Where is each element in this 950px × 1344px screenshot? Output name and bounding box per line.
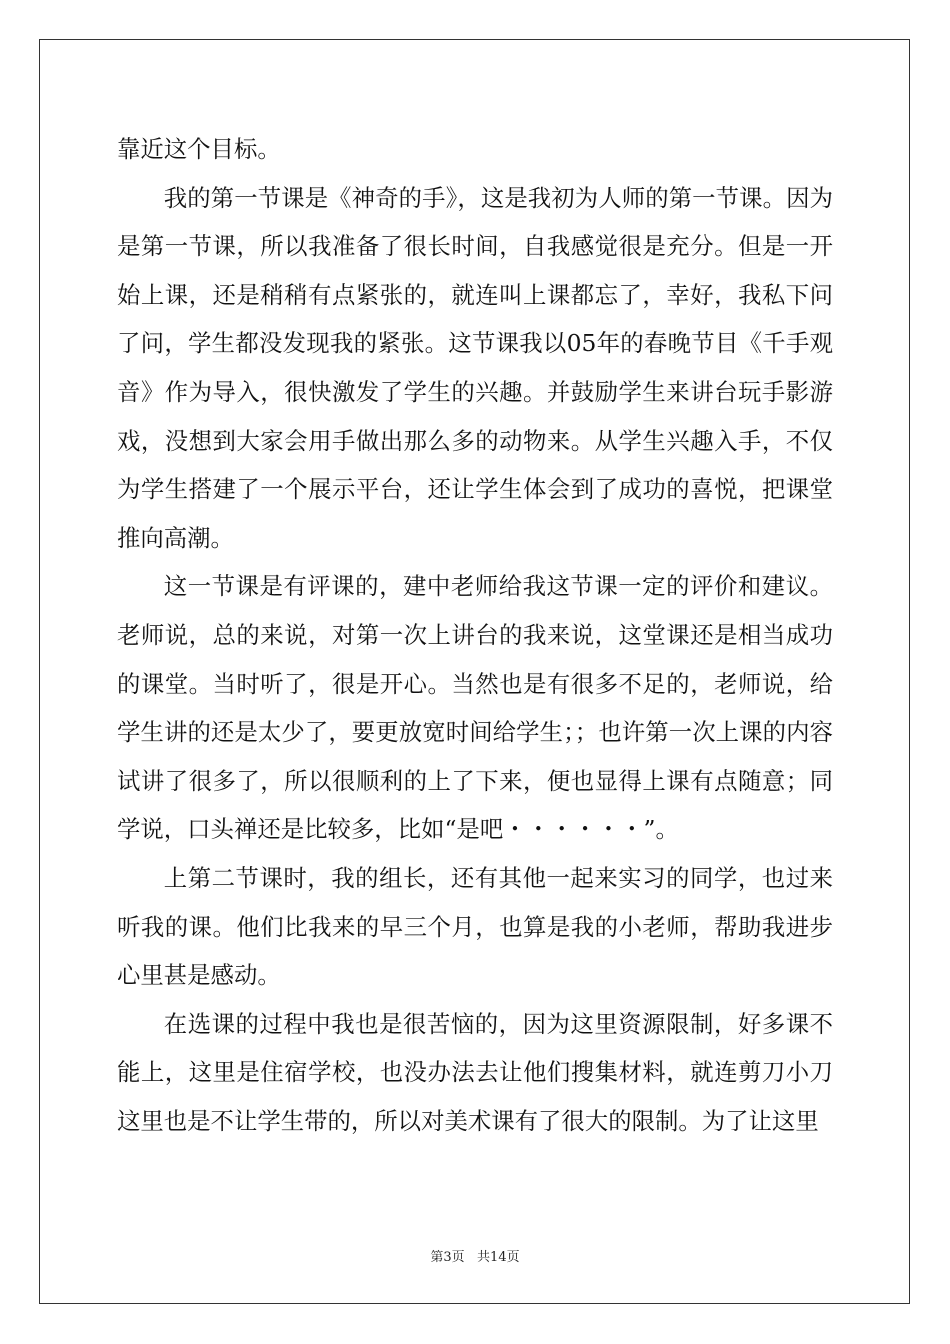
paragraph-second-lesson: 上第二节课时，我的组长，还有其他一起来实习的同学，也过来听我的课。他们比我来的早三个月，也算是我的小老师，帮助我进步心里甚是感动。	[117, 863, 833, 990]
paragraph-lesson-review: 这一节课是有评课的，建中老师给我这节课一定的评价和建议。老师说，总的来说，对第一次上讲台的我来说，这堂课还是相当成功的课堂。当时听了，很是开心。当然也是有很多不足的，老师说，给学生讲的还是太少了，要更放宽时间给学生；；也许第一次上课的内容试讲了很多了，所以很顺利的上了下来，便也显得上课有点随意；同学说，口头禅还是比较多，比如“是吧・・・・・・”。	[117, 572, 833, 844]
document-body	[117, 125, 833, 1145]
paragraph-course-selection: 在选课的过程中我也是很苦恼的，因为这里资源限制，好多课不能上，这里是住宿学校，也没办法去让他们搜集材料，就连剪刀小刀这里也是不让学生带的，所以对美术课有了很大的限制。为了让这里	[117, 1009, 833, 1135]
paragraph-continuation: 靠近这个目标。	[117, 135, 281, 163]
page-number-footer: 第3页 共14页	[430, 1250, 520, 1265]
paragraph-first-lesson: 我的第一节课是《神奇的手》，这是我初为人师的第一节课。因为是第一节课，所以我准备了很长时间，自我感觉很是充分。但是一开始上课，还是稍稍有点紧张的，就连叫上课都忘了，幸好，我私下问了问，学生都没发现我的紧张。这节课我以05年的春晚节目《千手观音》作为导入，很快激发了学生的兴趣。并鼓励学生来讲台玩手影游戏，没想到大家会用手做出那么多的动物来。从学生兴趣入手，不仅为学生搭建了一个展示平台，还让学生体会到了成功的喜悦，把课堂推向高潮。	[117, 183, 833, 552]
